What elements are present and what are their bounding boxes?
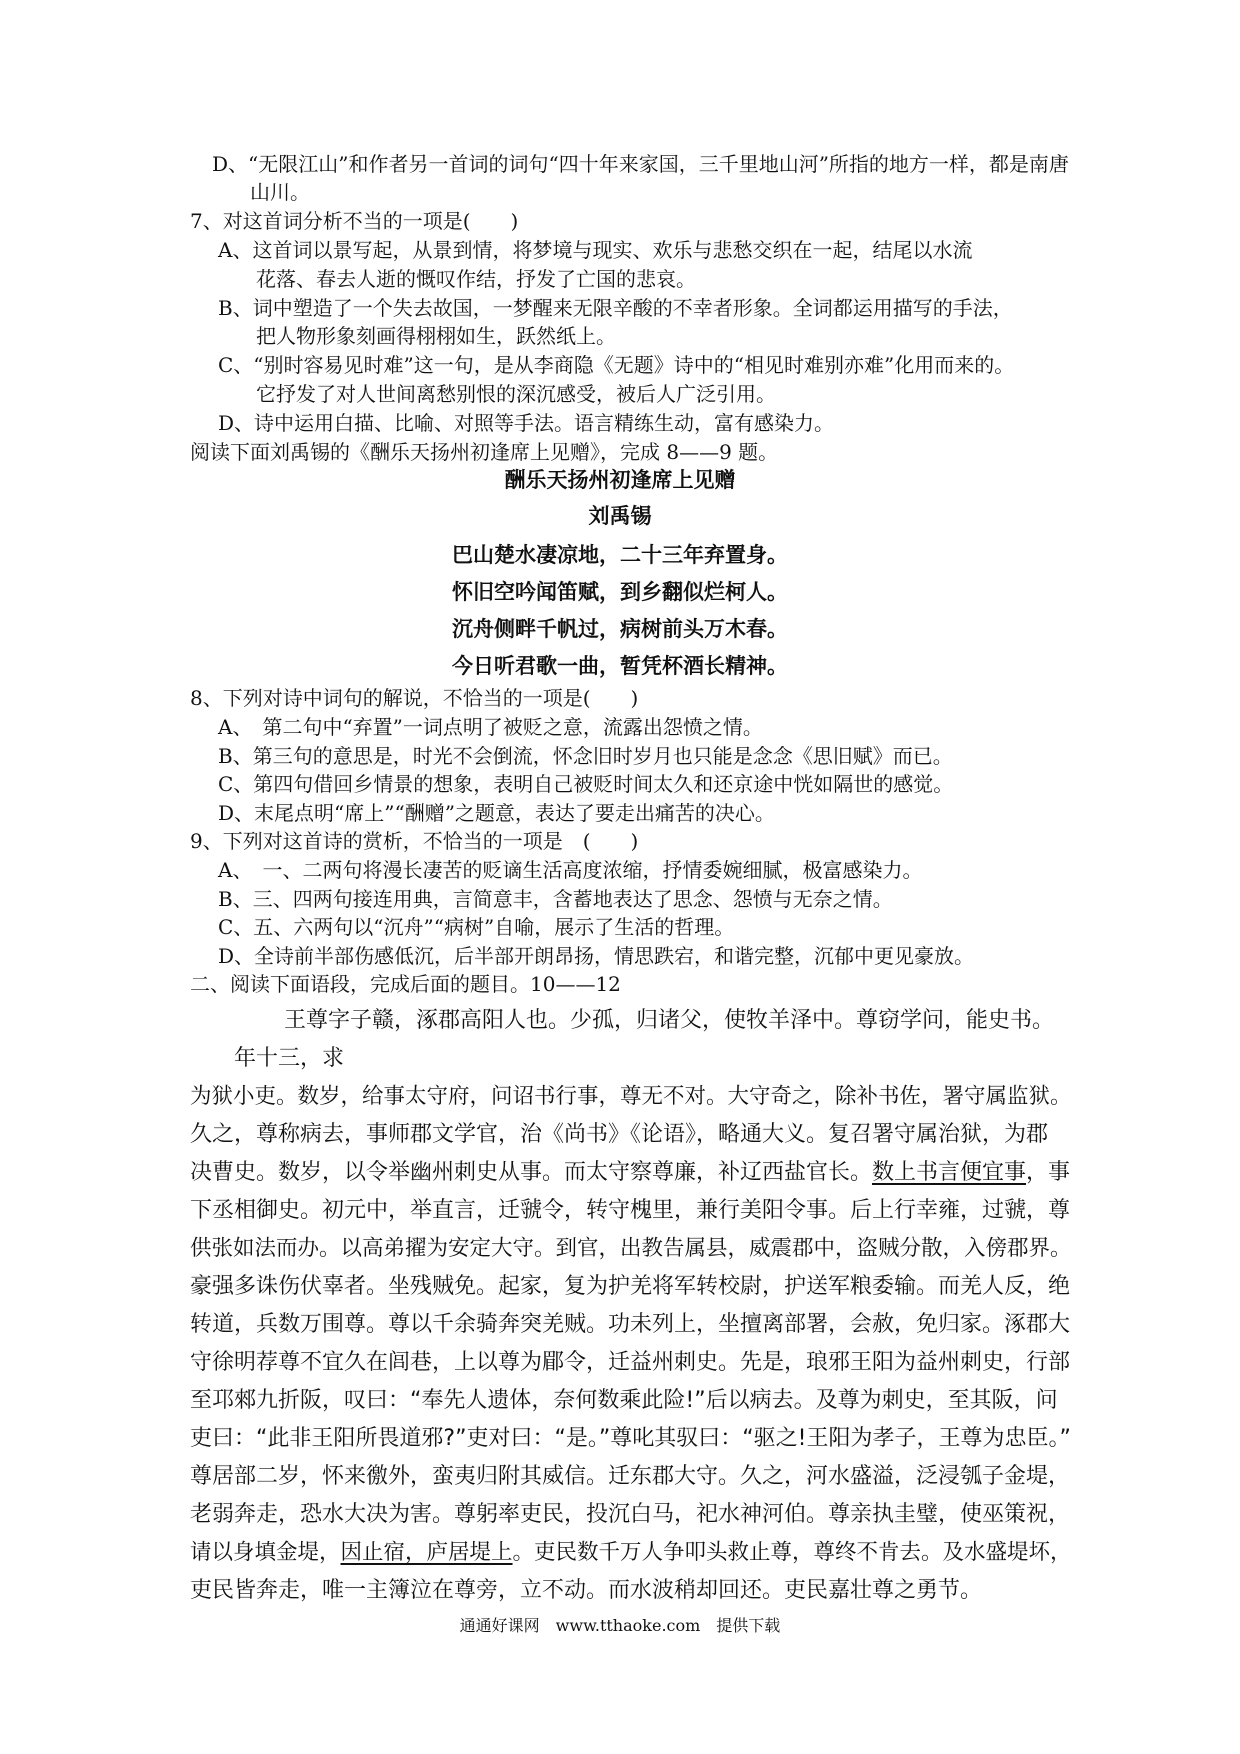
underlined-sentence-2: 因止宿，庐居堤上 (340, 1540, 513, 1565)
q9-stem: 9、下列对这首诗的赏析，不恰当的一项是 ( ) (190, 829, 639, 853)
q7-option-a-line1: A、这首词以景写起，从景到情，将梦境与现实、欢乐与悲愁交织在一起，结尾以水流 (218, 238, 973, 262)
passage-line-15: 请以身填金堤，因止宿，庐居堤上。吏民数千万人争叩头救止尊，尊终不肯去。及水盛堤坏， (190, 1540, 1072, 1565)
passage-line-01: 王尊字子赣，涿郡高阳人也。少孤，归诸父，使牧羊泽中。尊窃学问，能史书。 (284, 1008, 1055, 1033)
q9-option-b: B、三、四两句接连用典，言简意丰，含蓄地表达了思念、怨愤与无奈之情。 (218, 887, 893, 911)
q6-option-d-line2: 山川。 (250, 180, 310, 204)
q9-option-c: C、五、六两句以“沉舟”“病树”自喻，展示了生活的哲理。 (218, 915, 735, 939)
passage-line-12: 吏曰：“此非王阳所畏道邪?”吏对曰：“是。”尊叱其驭曰：“驱之!王阳为孝子，王尊为忠臣。” (190, 1426, 1071, 1451)
poem-line-1: 巴山楚水凄凉地，二十三年弃置身。 (452, 543, 788, 567)
passage-line-11: 至邛郲九折阪，叹曰：“奉先人遗体，奈何数乘此险!”后以病去。及尊为刺史，至其阪，问 (190, 1388, 1058, 1413)
poem-line-2: 怀旧空吟闻笛赋，到乡翻似烂柯人。 (452, 580, 788, 604)
poem-line-3: 沉舟侧畔千帆过，病树前头万木春。 (452, 617, 788, 641)
poem-author: 刘禹锡 (588, 504, 652, 528)
q8-option-b: B、第三句的意思是，时光不会倒流，怀念旧时岁月也只能是念念《思旧赋》而已。 (218, 744, 953, 768)
q9-option-a: A、 一、二两句将漫长凄苦的贬谪生活高度浓缩，抒情委婉细腻，极富感染力。 (218, 858, 923, 882)
passage-line-03: 为狱小吏。数岁，给事太守府，问诏书行事，尊无不对。大守奇之，除补书佐，署守属监狱。 (190, 1084, 1072, 1109)
q7-option-b-line2: 把人物形象刻画得栩栩如生，跃然纸上。 (256, 324, 616, 348)
q7-option-c-line2: 它抒发了对人世间离愁别恨的深沉感受，被后人广泛引用。 (256, 382, 776, 406)
passage-line-13: 尊居部二岁，怀来徼外，蛮夷归附其威信。迁东郡大守。久之，河水盛溢，泛浸瓠子金堤， (190, 1464, 1071, 1489)
poem-line-4: 今日听君歌一曲，暂凭杯酒长精神。 (452, 654, 788, 678)
passage-line-05: 决曹史。数岁，以令举幽州刺史从事。而太守察尊廉，补辽西盐官长。数上书言便宜事，事 (190, 1160, 1071, 1185)
passage-line-06: 下丞相御史。初元中，举直言，迁虢令，转守槐里，兼行美阳令事。后上行幸雍，过虢，尊 (190, 1198, 1071, 1223)
q7-option-c-line1: C、“别时容易见时难”这一句，是从李商隐《无题》诗中的“相见时难别亦难”化用而来的。 (218, 353, 1015, 377)
passage-line-14: 老弱奔走，恐水大决为害。尊躬率吏民，投沉白马，祀水神河伯。尊亲执圭璧，使巫策祝， (190, 1502, 1071, 1527)
page-footer: 通通好课网 www.tthaoke.com 提供下载 (459, 1616, 781, 1635)
q8-option-d: D、末尾点明“席上”“酬赠”之题意，表达了要走出痛苦的决心。 (218, 801, 775, 825)
passage-line-10: 守徐明荐尊不宜久在闾巷，上以尊为郿令，迁益州刺史。先是，琅邪王阳为益州刺史，行部 (190, 1350, 1071, 1375)
reading-instruction-8-9: 阅读下面刘禹锡的《酬乐天扬州初逢席上见赠》，完成 8——9 题。 (190, 440, 779, 464)
q7-option-a-line2: 花落、春去人逝的慨叹作结，抒发了亡国的悲哀。 (256, 267, 696, 291)
section-2-heading: 二、阅读下面语段，完成后面的题目。10——12 (190, 972, 621, 996)
passage-line-09: 转道，兵数万围尊。尊以千余骑奔突羌贼。功未列上，坐擅离部署，会赦，免归家。涿郡大 (190, 1312, 1071, 1337)
q6-option-d-line1: D、“无限江山”和作者另一首词的词句“四十年来家国，三千里地山河”所指的地方一样，都是南唐 (212, 152, 1069, 176)
q8-option-a: A、 第二句中“弃置”一词点明了被贬之意，流露出怨愤之情。 (218, 715, 763, 739)
q7-option-b-line1: B、词中塑造了一个失去故国，一梦醒来无限辛酸的不幸者形象。全词都运用描写的手法， (218, 296, 1013, 320)
q8-stem: 8、下列对诗中词句的解说，不恰当的一项是( ) (190, 686, 639, 710)
passage-line-08: 豪强多诛伤伏辜者。坐残贼免。起家，复为护羌将军转校尉，护送军粮委输。而羌人反，绝 (190, 1274, 1071, 1299)
passage-line-04: 久之，尊称病去，事师郡文学官，治《尚书》《论语》，略通大义。复召署守属治狱，为郡 (190, 1122, 1049, 1147)
underlined-sentence-1: 数上书言便宜事 (872, 1160, 1027, 1185)
poem-title: 酬乐天扬州初逢席上见赠 (504, 468, 736, 492)
passage-line-16: 吏民皆奔走，唯一主簿泣在尊旁，立不动。而水波稍却回还。吏民嘉壮尊之勇节。 (190, 1578, 983, 1603)
q8-option-c: C、第四句借回乡情景的想象，表明自己被贬时间太久和还京途中恍如隔世的感觉。 (218, 772, 954, 796)
q9-option-d: D、全诗前半部伤感低沉，后半部开朗昂扬，情思跌宕，和谐完整，沉郁中更见豪放。 (218, 944, 975, 968)
passage-line-07: 供张如法而办。以高弟擢为安定大守。到官，出教告属县，威震郡中，盗贼分散，入傍郡界。 (190, 1236, 1072, 1261)
passage-line-02: 年十三，求 (234, 1046, 345, 1071)
q7-option-d: D、诗中运用白描、比喻、对照等手法。语言精练生动，富有感染力。 (218, 411, 835, 435)
q7-stem: 7、对这首词分析不当的一项是( ) (190, 209, 519, 233)
